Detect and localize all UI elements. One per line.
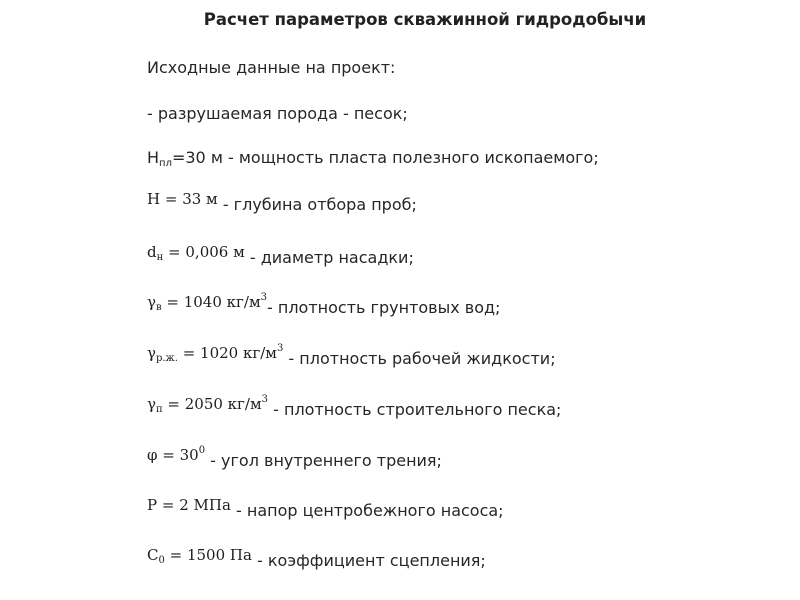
- param-value: = 1500 Па: [164, 546, 252, 564]
- param-groundwater-density: [147, 292, 501, 319]
- rock-type-line: - разрушаемая порода - песок;: [147, 104, 408, 123]
- param-superscript: 3: [260, 292, 267, 303]
- param-value: = 2 МПа: [157, 496, 231, 514]
- param-description: - плотность строительного песка;: [268, 400, 562, 419]
- param-seam-thickness: [147, 148, 599, 169]
- param-value: = 1020 кг/м: [177, 344, 277, 362]
- param-symbol: H: [147, 148, 160, 167]
- param-description: - угол внутреннего трения;: [205, 451, 442, 470]
- param-friction-angle: [147, 445, 442, 470]
- param-description: - плотность грунтовых вод;: [267, 298, 501, 317]
- param-cohesion-coefficient: [147, 546, 486, 572]
- param-pump-head: [147, 496, 504, 520]
- param-subscript: в: [155, 302, 162, 313]
- param-symbol: γ: [147, 395, 156, 413]
- param-working-fluid-density: [147, 343, 556, 370]
- param-symbol: P: [147, 496, 158, 514]
- param-subscript: р.ж.: [155, 353, 178, 364]
- param-superscript: 3: [261, 394, 269, 405]
- param-sampling-depth: [147, 190, 417, 214]
- param-symbol: γ: [147, 293, 156, 311]
- param-nozzle-diameter: [147, 243, 414, 269]
- param-value: =30 м: [171, 148, 223, 167]
- param-symbol: d: [147, 243, 157, 261]
- param-symbol: H: [147, 190, 161, 208]
- param-value: = 2050 кг/м: [162, 395, 262, 413]
- page-title: Расчет параметров скважинной гидродобычи: [203, 10, 647, 29]
- param-superscript: 3: [276, 343, 284, 354]
- param-symbol: φ: [147, 446, 158, 464]
- param-subscript: пл: [159, 158, 172, 169]
- param-superscript: 0: [198, 445, 206, 456]
- param-sand-density: [147, 394, 562, 421]
- param-symbol: C: [147, 546, 159, 564]
- param-subscript: 0: [158, 555, 165, 566]
- intro-line: Исходные данные на проект:: [147, 58, 396, 77]
- param-description: - плотность рабочей жидкости;: [283, 349, 556, 368]
- param-description: - диаметр насадки;: [244, 248, 414, 267]
- param-value: = 33 м: [160, 190, 218, 208]
- param-description: - мощность пласта полезного ископаемого;: [222, 148, 599, 167]
- param-value: = 30: [157, 446, 199, 464]
- param-description: - глубина отбора проб;: [217, 195, 417, 214]
- param-value: = 0,006 м: [163, 243, 245, 261]
- param-symbol: γ: [147, 344, 156, 362]
- param-description: - напор центробежного насоса;: [230, 501, 504, 520]
- param-value: = 1040 кг/м: [161, 293, 261, 311]
- param-subscript: п: [155, 404, 163, 415]
- param-description: - коэффициент сцепления;: [251, 551, 486, 570]
- param-subscript: н: [156, 252, 164, 263]
